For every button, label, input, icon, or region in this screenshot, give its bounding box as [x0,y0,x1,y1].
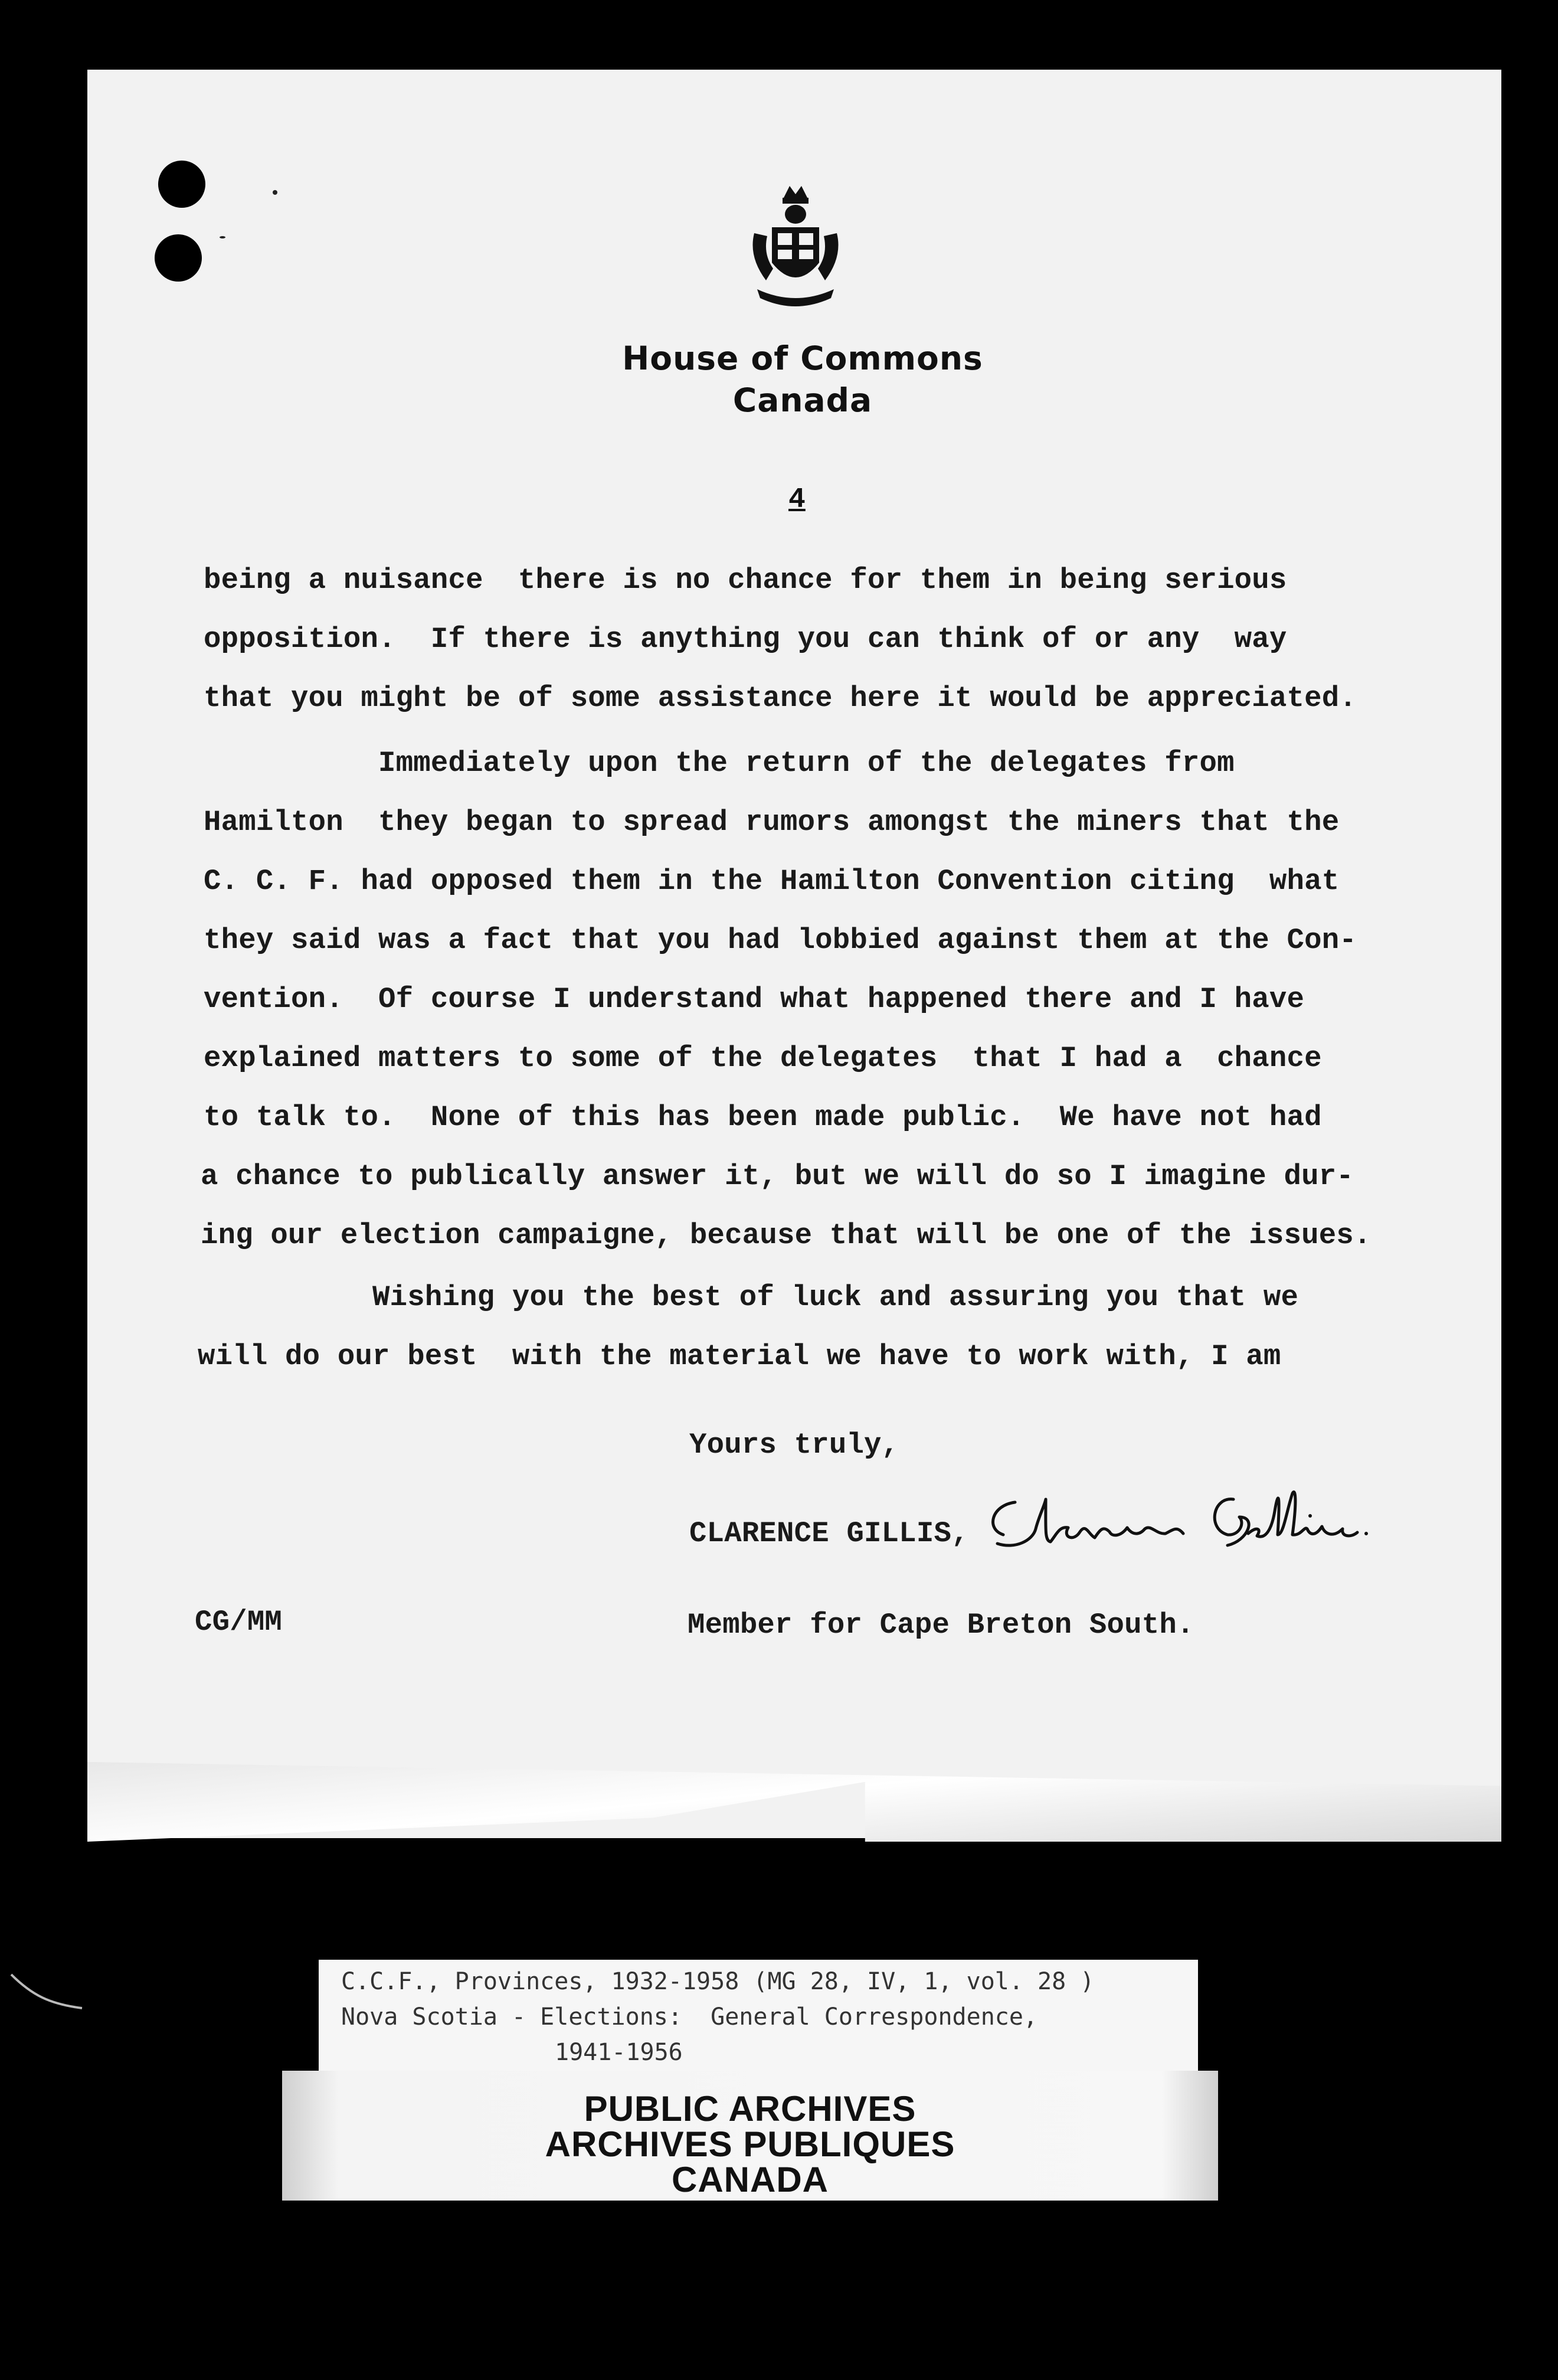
stamp-line: CANADA [672,2160,829,2199]
body-line: a chance to publically answer it, but we will do so I imagine dur- [201,1160,1354,1193]
stamp-line: PUBLIC ARCHIVES [584,2089,917,2129]
archives-stamp [282,2071,1218,2201]
reference-line: 1941-1956 [555,2039,683,2066]
reference-line: C.C.F., Provinces, 1932-1958 (MG 28, IV, 1, vol. 28 ) [341,1968,1095,1995]
body-line: Wishing you the best of luck and assuring you that we [198,1281,1299,1314]
archive-reference-label [319,1960,1198,2072]
body-line: opposition. If there is anything you can think of or any way [204,623,1287,656]
letterhead-country: Canada [732,381,873,419]
speck-mark [220,236,225,238]
body-line: being a nuisance there is no chance for them in being serious [204,564,1287,597]
page-number: 4 [788,484,806,516]
reference-line: Nova Scotia - Elections: General Correspondence, [341,2003,1038,2031]
handwritten-signature [980,1470,1381,1570]
body-line: that you might be of some assistance here it would be appreciated. [204,682,1357,715]
body-line: will do our best with the material we have to work with, I am [198,1340,1281,1373]
body-line: C. C. F. had opposed them in the Hamilton Convention citing what [204,865,1340,898]
body-line: to talk to. None of this has been made public. We have not had [204,1101,1322,1134]
body-line: they said was a fact that you had lobbied against them at the Con- [204,924,1357,957]
body-line: Hamilton they began to spread rumors amongst the miners that the [204,806,1340,839]
speck-mark [273,190,277,195]
signer-title: Member for Cape Breton South. [688,1609,1194,1642]
coat-of-arms-icon [742,180,849,316]
body-line: explained matters to some of the delegates that I had a chance [204,1042,1322,1075]
signer-name: CLARENCE GILLIS, [689,1517,969,1550]
typist-initials: CG/MM [195,1606,283,1639]
punch-hole-icon [158,161,205,208]
body-line: ing our election campaigne, because that will be one of the issues. [201,1219,1372,1252]
body-line: Immediately upon the return of the delegates from [204,747,1235,780]
closing-salutation: Yours truly, [689,1428,899,1462]
scan-artifact [8,1972,85,2019]
stamp-line: ARCHIVES PUBLIQUES [545,2124,955,2164]
punch-hole-icon [155,234,202,282]
body-line: vention. Of course I understand what happened there and I have [204,983,1305,1016]
letterhead-title: House of Commons [622,339,983,377]
